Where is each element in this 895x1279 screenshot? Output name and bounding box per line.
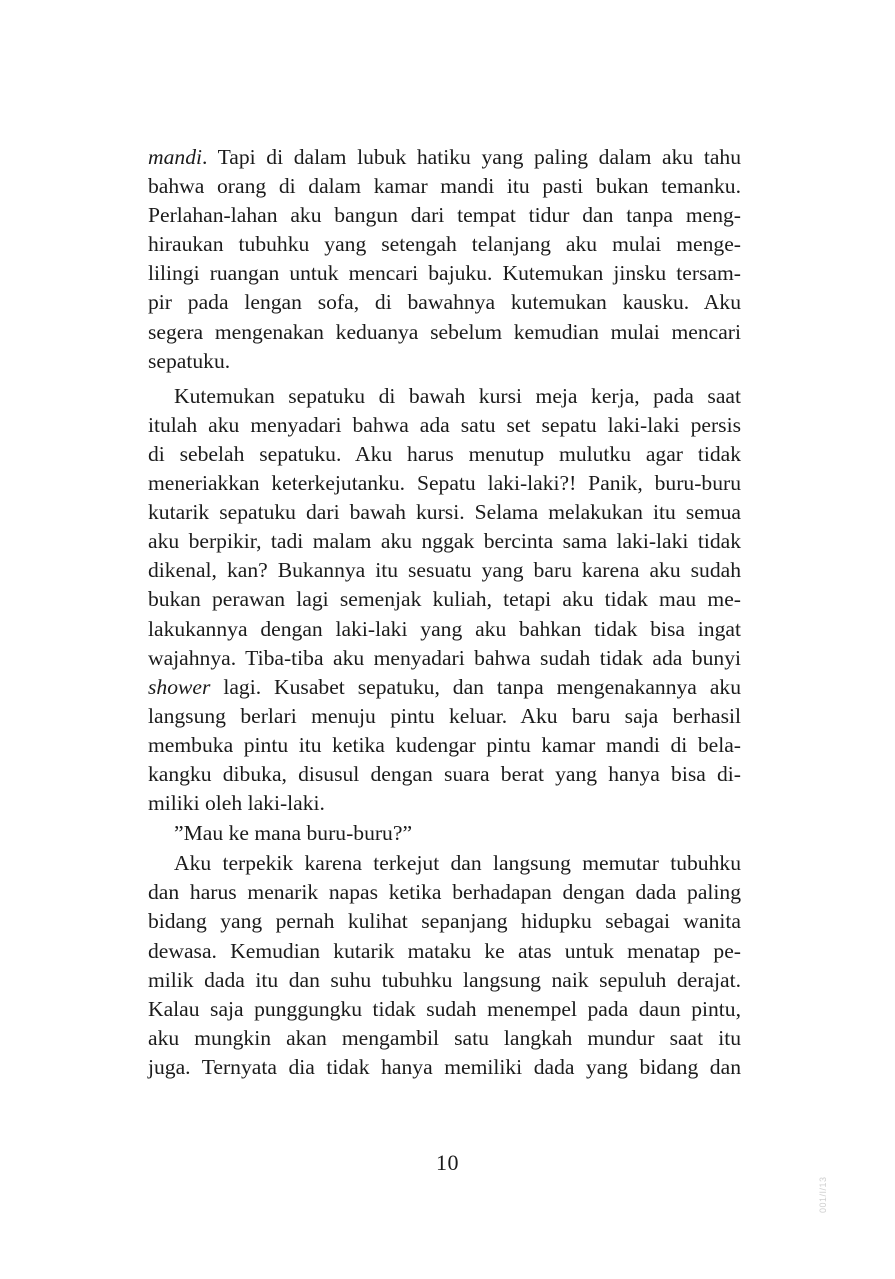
text-line: Kalau saja punggungku tidak sudah menempel pada daun pintu, bbox=[148, 996, 741, 1021]
text-line: meneriakkan keterkejutanku. Sepatu laki-laki?! Panik, buru-buru bbox=[148, 471, 741, 496]
body-text bbox=[148, 143, 741, 1082]
text-line: kutarik sepatuku dari bawah kursi. Selama melakukan itu semua bbox=[148, 500, 741, 525]
paragraph-3 bbox=[148, 819, 741, 848]
text-line: hiraukan tubuhku yang setengah telanjang aku mulai menge- bbox=[148, 232, 741, 257]
text-line: segera mengenakan keduanya sebelum kemudian mulai mencari bbox=[148, 319, 741, 344]
text-line: wajahnya. Tiba-tiba aku menyadari bahwa sudah tidak ada bunyi bbox=[148, 645, 741, 670]
italic-word: shower bbox=[148, 674, 211, 699]
paragraph-4 bbox=[148, 849, 741, 1082]
paragraph-2 bbox=[148, 382, 741, 818]
text-line: itulah aku menyadari bahwa ada satu set sepatu laki-laki persis bbox=[148, 412, 741, 437]
text-line: sepatuku. bbox=[148, 348, 231, 373]
text-line: bukan perawan lagi semenjak kuliah, tetapi aku tidak mau me- bbox=[148, 587, 741, 612]
text-line: bahwa orang di dalam kamar mandi itu pasti bukan temanku. bbox=[148, 174, 741, 199]
text-line: ”Mau ke mana buru-buru?” bbox=[174, 821, 413, 846]
text-line: mandi. Tapi di dalam lubuk hatiku yang paling dalam aku tahu bbox=[148, 145, 741, 169]
text-line: dewasa. Kemudian kutarik mataku ke atas untuk menatap pe- bbox=[148, 938, 741, 963]
italic-word: mandi bbox=[148, 145, 202, 169]
text-line: Perlahan-lahan aku bangun dari tempat tidur dan tanpa meng- bbox=[148, 203, 741, 228]
side-code: 001/I/13 bbox=[818, 1176, 828, 1213]
text-line: kangku dibuka, disusul dengan suara berat yang hanya bisa di- bbox=[148, 761, 741, 786]
text-line: milik dada itu dan suhu tubuhku langsung naik sepuluh derajat. bbox=[148, 967, 741, 992]
text-line: lakukannya dengan laki-laki yang aku bahkan tidak bisa ingat bbox=[148, 616, 741, 641]
text-line: bidang yang pernah kulihat sepanjang hidupku sebagai wanita bbox=[148, 909, 741, 934]
text-line: dan harus menarik napas ketika berhadapan dengan dada paling bbox=[148, 880, 741, 905]
text-line: Kutemukan sepatuku di bawah kursi meja kerja, pada saat bbox=[174, 383, 741, 408]
text-line: langsung berlari menuju pintu keluar. Aku baru saja berhasil bbox=[148, 703, 741, 728]
page-number: 10 bbox=[436, 1150, 459, 1175]
text-line: pir pada lengan sofa, di bawahnya kutemukan kausku. Aku bbox=[148, 290, 741, 315]
paragraph-1 bbox=[148, 143, 741, 376]
text-line: di sebelah sepatuku. Aku harus menutup mulutku agar tidak bbox=[148, 441, 741, 466]
text-line: dikenal, kan? Bukannya itu sesuatu yang baru karena aku sudah bbox=[148, 558, 741, 583]
text-line: lilingi ruangan untuk mencari bajuku. Kutemukan jinsku tersam- bbox=[148, 261, 741, 286]
text-line: shower lagi. Kusabet sepatuku, dan tanpa mengenakannya aku bbox=[148, 674, 741, 699]
text-line: aku berpikir, tadi malam aku nggak bercinta sama laki-laki tidak bbox=[148, 529, 741, 554]
text-line: juga. Ternyata dia tidak hanya memiliki dada yang bidang dan bbox=[148, 1054, 741, 1079]
text-line: aku mungkin akan mengambil satu langkah mundur saat itu bbox=[148, 1025, 741, 1050]
text-line: membuka pintu itu ketika kudengar pintu kamar mandi di bela- bbox=[148, 732, 741, 757]
text-line: Aku terpekik karena terkejut dan langsung memutar tubuhku bbox=[174, 851, 741, 876]
text-line: miliki oleh laki-laki. bbox=[148, 791, 325, 816]
